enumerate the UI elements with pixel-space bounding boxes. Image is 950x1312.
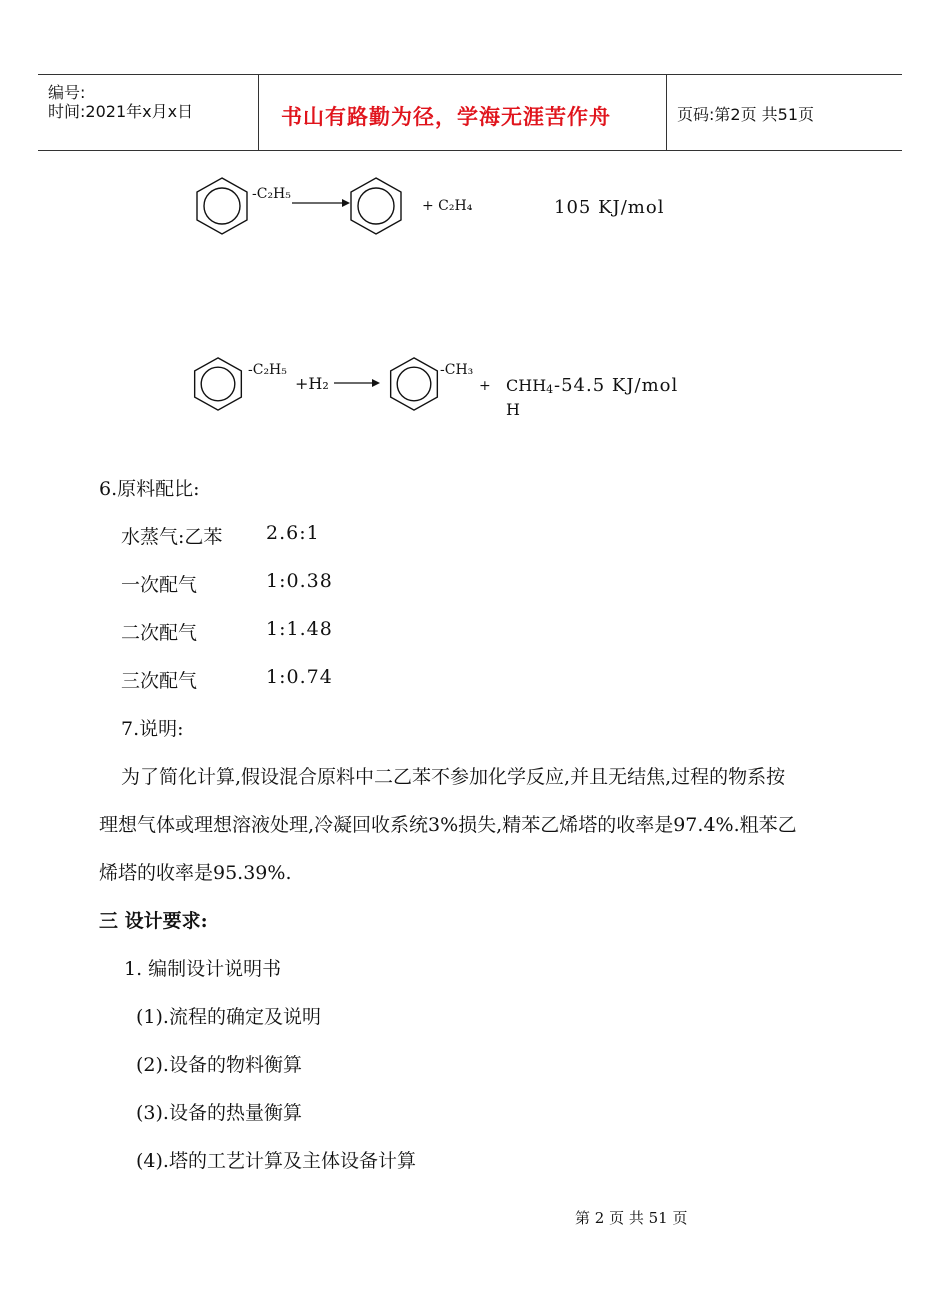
ratio-value: 1:1.48 bbox=[266, 618, 333, 640]
reaction2-energy: -54.5 KJ/mol bbox=[554, 375, 679, 396]
ratio-value: 1:0.38 bbox=[266, 570, 333, 592]
description-line: 为了简化计算,假设混合原料中二乙苯不参加化学反应,并且无结焦,过程的物系按 bbox=[121, 766, 786, 788]
ratio-name: 水蒸气:乙苯 bbox=[121, 526, 223, 548]
ratio-name: 一次配气 bbox=[121, 574, 198, 596]
ratio-value: 1:0.74 bbox=[266, 666, 333, 688]
requirement-subitem: (4).塔的工艺计算及主体设备计算 bbox=[136, 1150, 416, 1172]
description-line: 烯塔的收率是95.39%. bbox=[99, 862, 292, 884]
header-time-value: 2021年x月x日 bbox=[85, 102, 194, 121]
reaction2-reagent: +H₂ bbox=[295, 374, 329, 393]
reaction2-substituent: -C₂H₅ bbox=[248, 362, 287, 378]
reaction2-byproduct-subscript: 4 bbox=[546, 383, 554, 396]
header-time bbox=[48, 99, 193, 122]
requirement-subitem: (1).流程的确定及说明 bbox=[136, 1006, 321, 1028]
requirement-item: 1. 编制设计说明书 bbox=[124, 958, 282, 980]
header-motto: 书山有路勤为径，学海无涯苦作舟 bbox=[281, 105, 611, 129]
benzene-ring-icon bbox=[346, 176, 406, 236]
section6-heading: 6.原料配比: bbox=[99, 478, 200, 500]
reaction2-byproduct bbox=[506, 376, 553, 395]
benzene-ring-icon bbox=[190, 356, 246, 412]
reaction2-byproduct-line2: H bbox=[506, 400, 520, 419]
section7-heading: 7.说明: bbox=[121, 718, 184, 740]
reaction1-substituent: -C₂H₅ bbox=[252, 186, 291, 202]
header-page-info: 页码:第2页 共51页 bbox=[677, 105, 815, 124]
reaction1-product: + C₂H₄ bbox=[422, 198, 473, 214]
footer-page-number: 第 2 页 共 51 页 bbox=[575, 1209, 688, 1227]
section3-heading: 三 设计要求: bbox=[99, 910, 208, 932]
reaction-arrow-icon bbox=[292, 198, 350, 208]
reaction2-product-substituent: -CH₃ bbox=[440, 362, 474, 378]
ratio-name: 三次配气 bbox=[121, 670, 198, 692]
benzene-ring-icon bbox=[386, 356, 442, 412]
reaction2-plus: + bbox=[479, 378, 491, 394]
requirement-subitem: (3).设备的热量衡算 bbox=[136, 1102, 302, 1124]
reaction-arrow-icon bbox=[334, 378, 380, 388]
header-number-label: 编号: bbox=[48, 83, 86, 102]
benzene-ring-icon bbox=[192, 176, 252, 236]
header-divider-right bbox=[666, 75, 667, 150]
reaction1-energy: 105 KJ/mol bbox=[554, 197, 665, 218]
reaction2-byproduct-formula: CHH bbox=[506, 376, 547, 395]
header-divider-left bbox=[258, 75, 259, 150]
description-line: 理想气体或理想溶液处理,冷凝回收系统3%损失,精苯乙烯塔的收率是97.4%.粗苯乙 bbox=[99, 814, 797, 836]
ratio-name: 二次配气 bbox=[121, 622, 198, 644]
requirement-subitem: (2).设备的物料衡算 bbox=[136, 1054, 302, 1076]
header-time-label: 时间: bbox=[48, 102, 86, 121]
ratio-value: 2.6:1 bbox=[266, 522, 320, 544]
